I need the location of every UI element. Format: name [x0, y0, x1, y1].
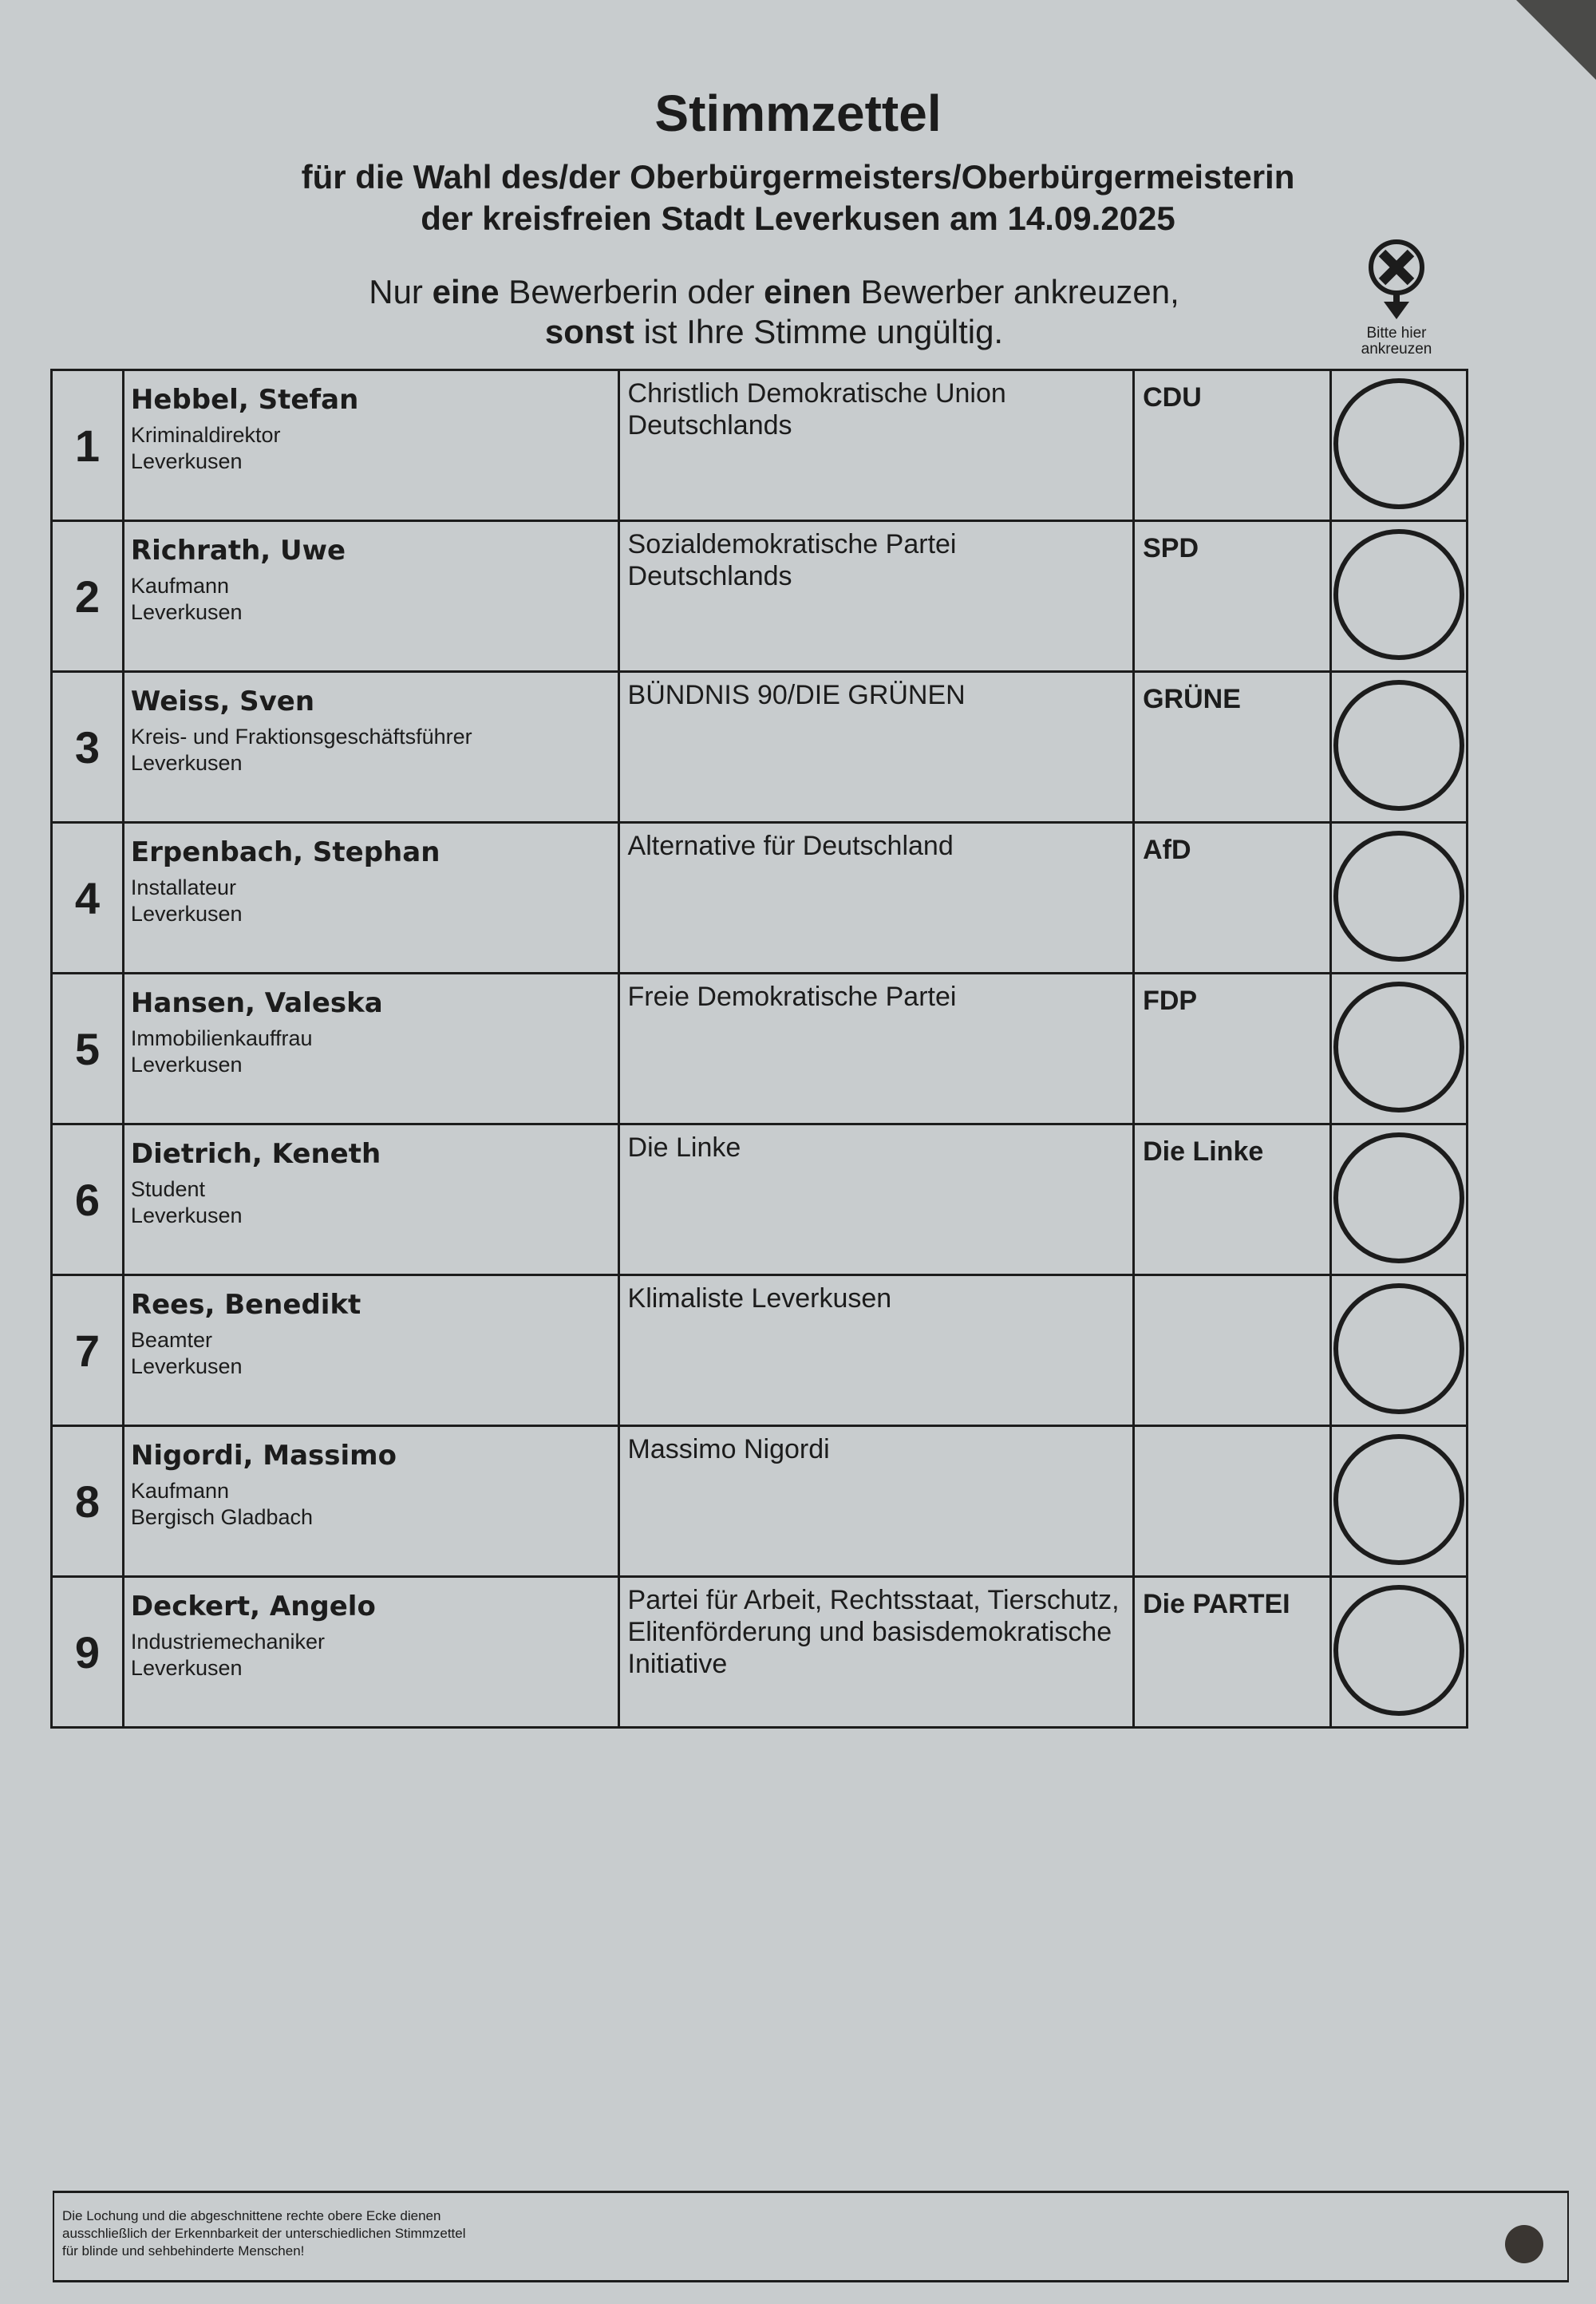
vote-circle[interactable]: [1333, 1585, 1464, 1716]
vote-cell: [1330, 370, 1467, 521]
candidate-number: 7: [52, 1275, 124, 1426]
vote-circle[interactable]: [1333, 378, 1464, 509]
candidate-residence: Leverkusen: [130, 1656, 243, 1680]
candidate-cell: [123, 672, 618, 823]
candidate-cell: [123, 1577, 618, 1728]
candidate-name: Hansen, Valeska: [130, 987, 383, 1019]
party-abbreviation: AfD: [1134, 823, 1331, 974]
candidate-cell: [123, 370, 618, 521]
candidate-name: Weiss, Sven: [130, 686, 315, 717]
candidate-name: Dietrich, Keneth: [130, 1138, 381, 1170]
candidate-number: 2: [52, 521, 124, 672]
candidate-occupation: Beamter: [130, 1328, 212, 1352]
candidate-name: Richrath, Uwe: [130, 535, 346, 567]
footer-note-box: [53, 2191, 1569, 2282]
party-name: BÜNDNIS 90/DIE GRÜNEN: [618, 672, 1134, 823]
candidate-number: 6: [52, 1124, 124, 1275]
candidate-occupation: Installateur: [130, 875, 236, 899]
vote-cell: [1330, 1426, 1467, 1577]
candidate-number: 4: [52, 823, 124, 974]
mark-here-text: Bitte hier ankreuzen: [1361, 325, 1432, 358]
party-abbreviation: SPD: [1134, 521, 1331, 672]
punch-hole: [1505, 2225, 1543, 2263]
candidate-residence: Leverkusen: [130, 1354, 243, 1378]
candidate-occupation: Student: [130, 1177, 205, 1201]
candidate-residence: Bergisch Gladbach: [130, 1505, 314, 1529]
party-abbreviation: Die PARTEI: [1134, 1577, 1331, 1728]
party-name: Massimo Nigordi: [618, 1426, 1134, 1577]
party-name: Christlich Demokratische Union Deutschlands: [618, 370, 1134, 521]
footer-note: Die Lochung und die abgeschnittene rechte obere Ecke dienen ausschließlich der Erkennbarkeit der unterschiedlichen Stimmzettel für blinde und sehbehinderte Menschen!: [62, 2208, 466, 2259]
candidate-name: Nigordi, Massimo: [130, 1440, 397, 1472]
vote-circle[interactable]: [1333, 831, 1464, 962]
vote-circle[interactable]: [1333, 1434, 1464, 1565]
instruction-line-1: Nur eine Bewerberin oder einen Bewerber ankreuzen,: [369, 273, 1179, 310]
party-name: Klimaliste Leverkusen: [618, 1275, 1134, 1426]
party-name: Partei für Arbeit, Rechtsstaat, Tierschutz, Elitenförderung und basisdemokratische Initiative: [618, 1577, 1134, 1728]
candidate-row: [52, 672, 1468, 823]
candidate-row: [52, 974, 1468, 1124]
candidate-occupation: Kaufmann: [130, 574, 230, 598]
candidate-occupation: Industriemechaniker: [130, 1630, 326, 1654]
candidate-residence: Leverkusen: [130, 1053, 243, 1077]
vote-cell: [1330, 521, 1467, 672]
ballot-title: Stimmzettel: [654, 85, 942, 142]
vote-circle[interactable]: [1333, 680, 1464, 811]
candidate-table: [50, 369, 1468, 1729]
candidate-cell: [123, 974, 618, 1124]
candidate-cell: [123, 1275, 618, 1426]
candidate-row: [52, 1124, 1468, 1275]
candidate-number: 9: [52, 1577, 124, 1728]
candidate-residence: Leverkusen: [130, 449, 243, 473]
party-name: Alternative für Deutschland: [618, 823, 1134, 974]
candidate-cell: [123, 1124, 618, 1275]
candidate-cell: [123, 1426, 618, 1577]
candidate-number: 1: [52, 370, 124, 521]
candidate-cell: [123, 521, 618, 672]
party-name: Sozialdemokratische Partei Deutschlands: [618, 521, 1134, 672]
cross-arrow-icon: [1365, 238, 1428, 322]
candidate-occupation: Kaufmann: [130, 1479, 230, 1503]
vote-cell: [1330, 1577, 1467, 1728]
party-name: Die Linke: [618, 1124, 1134, 1275]
vote-cell: [1330, 1275, 1467, 1426]
vote-cell: [1330, 974, 1467, 1124]
party-abbreviation: CDU: [1134, 370, 1331, 521]
vote-cell: [1330, 672, 1467, 823]
party-abbreviation: [1134, 1275, 1331, 1426]
candidate-residence: Leverkusen: [130, 1203, 243, 1227]
candidate-number: 8: [52, 1426, 124, 1577]
vote-cell: [1330, 1124, 1467, 1275]
candidate-row: [52, 1426, 1468, 1577]
cut-corner: [1516, 0, 1596, 80]
party-abbreviation: GRÜNE: [1134, 672, 1331, 823]
candidate-occupation: Immobilienkauffrau: [130, 1026, 313, 1050]
candidate-number: 5: [52, 974, 124, 1124]
candidate-number: 3: [52, 672, 124, 823]
candidate-residence: Leverkusen: [130, 751, 243, 775]
candidate-row: [52, 521, 1468, 672]
party-name: Freie Demokratische Partei: [618, 974, 1134, 1124]
vote-circle[interactable]: [1333, 982, 1464, 1112]
mark-here-hint: [1357, 238, 1436, 358]
election-date-line: der kreisfreien Stadt Leverkusen am 14.09.2025: [421, 200, 1175, 237]
candidate-residence: Leverkusen: [130, 902, 243, 926]
candidate-name: Deckert, Angelo: [130, 1591, 376, 1622]
candidate-name: Hebbel, Stefan: [130, 384, 359, 416]
candidate-row: [52, 1577, 1468, 1728]
party-abbreviation: Die Linke: [1134, 1124, 1331, 1275]
candidate-row: [52, 823, 1468, 974]
candidate-residence: Leverkusen: [130, 600, 243, 624]
candidate-cell: [123, 823, 618, 974]
candidate-name: Rees, Benedikt: [130, 1289, 361, 1321]
election-subtitle: für die Wahl des/der Oberbürgermeisters/Oberbürgermeisterin: [301, 158, 1295, 196]
candidate-occupation: Kreis- und Fraktionsgeschäftsführer: [130, 725, 472, 749]
candidate-name: Erpenbach, Stephan: [130, 836, 440, 868]
vote-circle[interactable]: [1333, 1283, 1464, 1414]
vote-circle[interactable]: [1333, 529, 1464, 660]
vote-cell: [1330, 823, 1467, 974]
candidate-occupation: Kriminaldirektor: [130, 423, 281, 447]
party-abbreviation: FDP: [1134, 974, 1331, 1124]
candidate-row: [52, 1275, 1468, 1426]
instruction-line-2: sonst ist Ihre Stimme ungültig.: [544, 313, 1004, 350]
candidate-row: [52, 370, 1468, 521]
party-abbreviation: [1134, 1426, 1331, 1577]
vote-circle[interactable]: [1333, 1132, 1464, 1263]
